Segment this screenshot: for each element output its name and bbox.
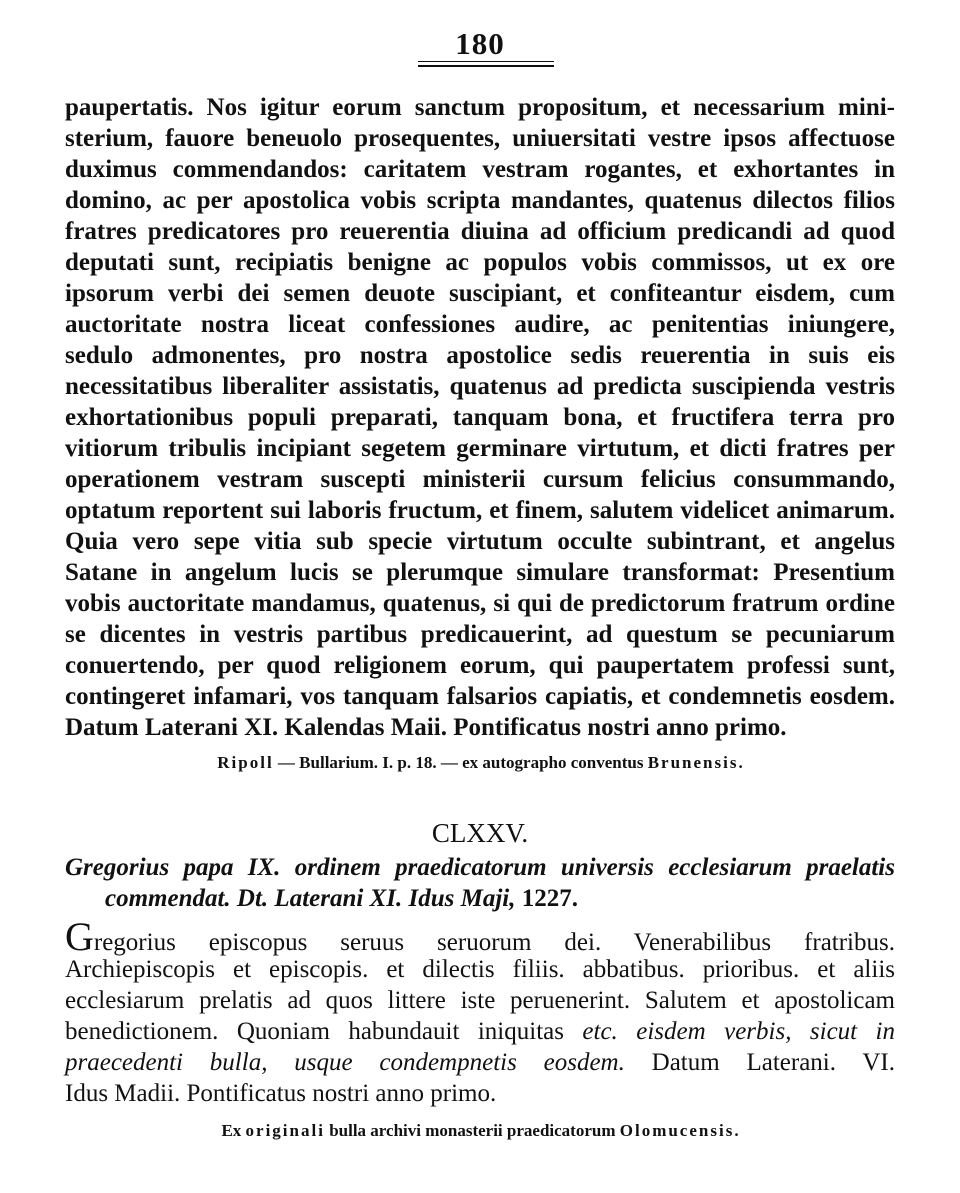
body-line: paupertatis. Nos igitur eorum sanctum propositum, et necessarium mini-: [65, 94, 895, 121]
document-number: CLXXV.: [431, 818, 529, 848]
page-number: 180: [455, 26, 505, 61]
source-citation: [0, 1116, 960, 1146]
body-line: contingeret infamari, vos tanquam falsarios capiatis, et condemnetis eosdem.: [65, 683, 895, 710]
source-place: Olomucensis: [619, 1121, 735, 1140]
letter-text: benedictionem. Quoniam habundauit iniquitas: [65, 1018, 583, 1045]
letter-text: Datum Laterani. VI.: [651, 1049, 895, 1076]
body-line: necessitatibus liberaliter assistatis, quatenus ad predicta suscipienda vestris: [65, 373, 895, 400]
body-line: auctoritate nostra liceat confessiones audire, ac penitentias iniungere,: [65, 311, 895, 338]
source-ref: . I. p. 18. — ex autographo conventus: [373, 753, 648, 772]
body-line: se dicentes in vestris partibus predicauerint, ad questum se pecuniarum: [65, 621, 895, 648]
body-line: conuertendo, per quod religionem eorum, qui paupertatem professi sunt,: [65, 652, 895, 679]
source-dash: —: [273, 753, 300, 772]
body-line: sedulo admonentes, pro nostra apostolice sedis reuerentia in suis eis: [65, 342, 895, 369]
body-line: Satane in angelum lucis se plerumque simulare transformat: Presentium: [65, 559, 895, 586]
letter-line: Archiepiscopis et episcopis. et dilectis filiis. abbatibus. prioribus. et aliis: [65, 956, 895, 983]
body-line: sterium, fauore beneuolo prosequentes, uniuersitati vestre ipsos affectuose: [65, 125, 895, 152]
summary-text: commendat. Dt. Laterani XI. Idus Maji,: [105, 885, 516, 912]
source-citation: [0, 748, 960, 778]
source-end: .: [738, 753, 743, 772]
initial-letter: G: [65, 914, 94, 959]
body-line: Datum Laterani XI. Kalendas Maii. Pontificatus nostri anno primo.: [65, 714, 787, 741]
source-text: originali: [245, 1121, 325, 1140]
source-end: .: [734, 1121, 739, 1140]
source-text: Ex: [221, 1121, 246, 1140]
letter-text: regorius episcopus seruus seruorum dei. Venerabilibus fratribus.: [93, 929, 895, 956]
letter-line: ecclesiarum prelatis ad quos littere iste peruenerint. Salutem et apostolicam: [65, 987, 895, 1014]
summary-line: Gregorius papa IX. ordinem praedicatorum universis ecclesiarum praelatis: [65, 854, 895, 881]
header-rule-double: [418, 65, 554, 67]
header-rule: [418, 61, 554, 62]
letter-line: [65, 1048, 895, 1078]
summary-line: [105, 884, 805, 914]
letter-line: [65, 914, 895, 959]
body-line: Quia vero sepe vitia sub specie virtutum occulte subintrant, et angelus: [65, 528, 895, 555]
summary-year: 1227.: [521, 885, 578, 912]
body-line: operationem vestram suscepti ministerii cursum felicius consummando,: [65, 466, 895, 493]
body-line: deputati sunt, recipiatis benigne ac populos vobis commissos, ut ex ore: [65, 249, 895, 276]
letter-italic: praecedenti bulla, usque: [65, 1049, 353, 1076]
body-line: optatum reportent sui laboris fructum, et finem, salutem videlicet animarum.: [65, 497, 895, 524]
body-line: ipsorum verbi dei semen deuote suscipiant, et confiteantur eisdem, cum: [65, 280, 895, 307]
body-line: duximus commendandos: caritatem vestram rogantes, et exhortantes in: [65, 156, 895, 183]
body-line: domino, ac per apostolica vobis scripta mandantes, quatenus dilectos filios: [65, 187, 895, 214]
source-work: Bullarium: [299, 753, 374, 772]
body-line: fratres predicatores pro reuerentia diuina ad officium predicandi ad quod: [65, 218, 895, 245]
letter-line: Idus Madii. Pontificatus nostri anno primo.: [65, 1080, 497, 1107]
source-place: Brunensis: [647, 753, 739, 772]
body-line: vitiorum tribulis incipiant segetem germinare virtutum, et dicti fratres per: [65, 435, 895, 462]
body-line: vobis auctoritate mandamus, quatenus, si qui de predictorum fratrum ordine: [65, 590, 895, 617]
letter-line: [65, 1017, 895, 1047]
source-text: bulla archivi monasterii praedicatorum: [324, 1121, 620, 1140]
body-line: exhortationibus populi preparati, tanquam bona, et fructifera terra pro: [65, 404, 895, 431]
source-author: Ripoll: [217, 753, 274, 772]
letter-italic: condempnetis eosdem.: [379, 1049, 625, 1076]
letter-italic: etc. eisdem verbis, sicut in: [582, 1018, 895, 1045]
